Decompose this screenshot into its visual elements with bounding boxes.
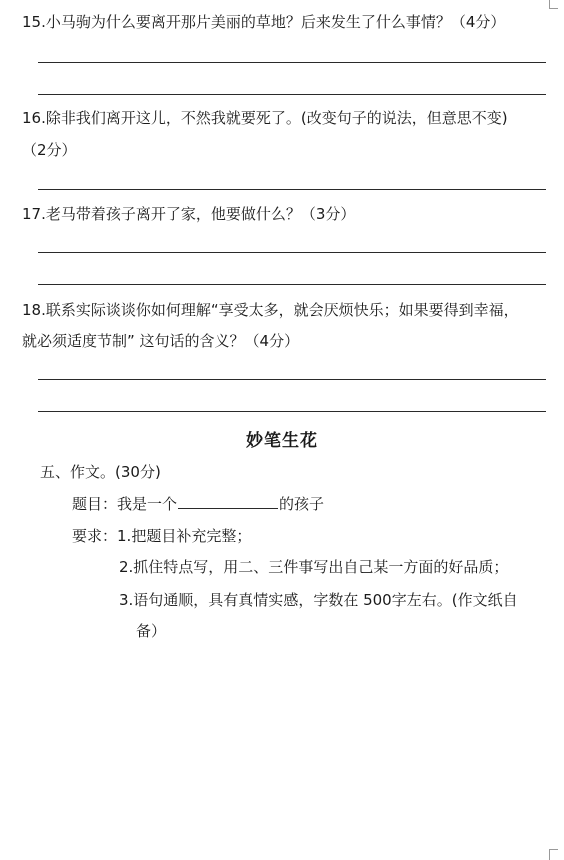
page-corner-mark [549,0,558,9]
answer-line[interactable] [38,379,546,380]
topic-blank[interactable] [178,494,278,509]
answer-line[interactable] [38,94,546,95]
requirements-label: 要求： [72,527,118,545]
answer-line[interactable] [38,252,546,253]
requirement-3-cont: 备） [136,622,167,640]
page-corner-mark [549,849,558,860]
requirement-3: 3.语句通顺，具有真情实感，字数在 500字左右。(作文纸自 [119,591,518,609]
question-18: 18.联系实际谈谈你如何理解“享受太多，就会厌烦快乐；如果要得到幸福， [22,301,519,319]
question-17: 17.老马带着孩子离开了家，他要做什么？（3分） [22,205,356,223]
question-18-cont: 就必须适度节制” 这句话的含义？（4分） [22,332,300,350]
answer-line[interactable] [38,62,546,63]
question-15: 15.小马驹为什么要离开那片美丽的草地？后来发生了什么事情？（4分） [22,13,506,31]
answer-line[interactable] [38,411,546,412]
requirement-1: 1.把题目补充完整； [117,527,252,545]
requirement-2: 2.抓住特点写，用二、三件事写出自己某一方面的好品质； [119,558,509,576]
section-title: 妙笔生花 [246,431,318,451]
topic-prefix: 题目：我是一个 [72,495,178,513]
requirements-row-1 [72,526,251,546]
composition-topic [72,494,324,514]
topic-suffix: 的孩子 [279,495,325,513]
composition-heading: 五、作文。(30分) [40,463,161,481]
question-16: 16.除非我们离开这儿，不然我就要死了。(改变句子的说法，但意思不变) [22,109,508,127]
answer-line[interactable] [38,284,546,285]
answer-line[interactable] [38,189,546,190]
question-16-points: （2分） [22,141,77,159]
